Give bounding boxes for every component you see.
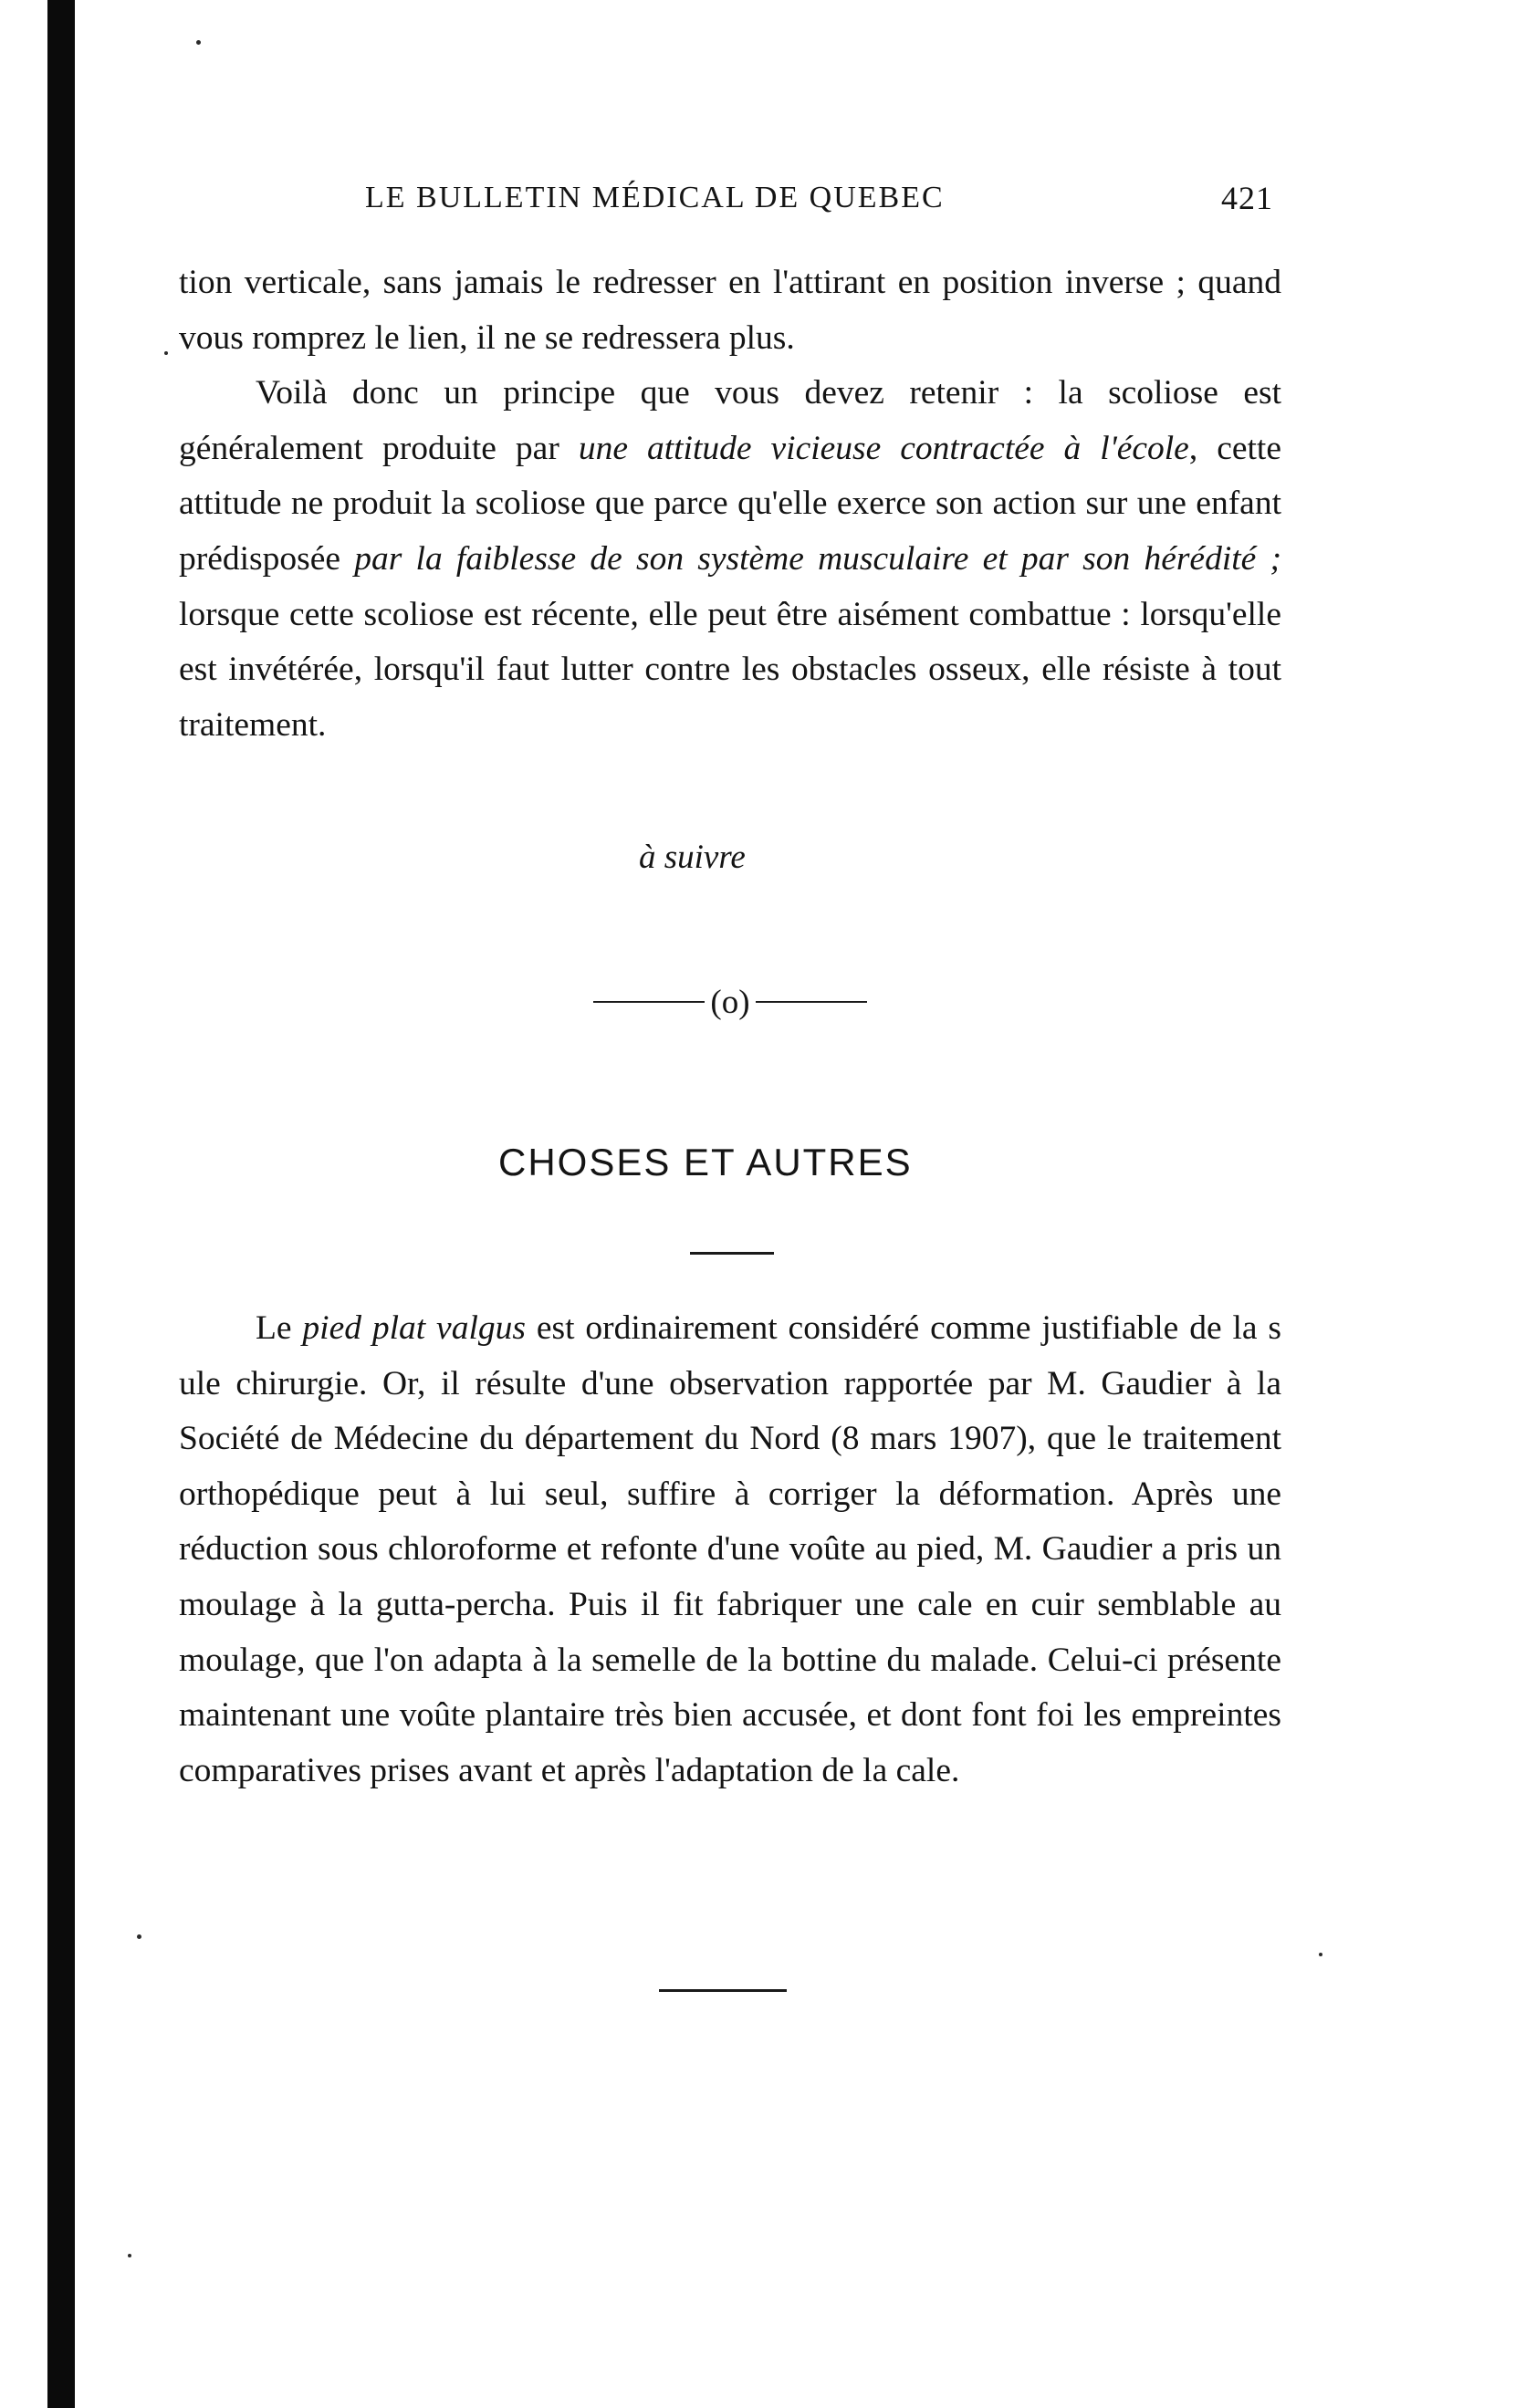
italic-run: par la faiblesse de son système musculaire et par son hérédité ; [354,539,1281,578]
separator-mark: (o) [710,983,750,1021]
paragraph [179,366,1281,753]
running-head: LE BULLETIN MÉDICAL DE QUEBEC [365,181,945,214]
continued-label: à suivre [639,839,746,876]
separator-dash-left [593,1001,705,1003]
section-title: CHOSES ET AUTRES [498,1141,913,1183]
scan-speck [1319,1953,1322,1956]
scan-speck [137,1934,141,1939]
paragraph [179,255,1281,366]
paragraph [179,1301,1281,1798]
page-number: 421 [1221,180,1273,216]
separator-dash-right [756,1001,867,1003]
text-run: Voilà donc un principe que vous devez retenir : la scoliose est généralement produite par [179,374,1281,467]
title-rule [690,1252,774,1255]
text-run: lorsque cette scoliose est récente, elle peut être aisément combattue : lorsqu'elle est invétérée, lorsqu'il faut lutter contre les obstacles osseux, elle résiste à tout traitement. [179,595,1281,744]
italic-run: une attitude vicieuse contractée à l'école [578,429,1189,467]
text-run: Le [256,1309,303,1347]
end-rule [659,1989,787,1992]
section-separator [584,975,876,1029]
section-body [179,1301,1281,1798]
binding-edge [47,0,75,2408]
scan-speck [196,40,201,45]
scan-speck [164,351,168,355]
italic-run: pied plat valgus [302,1309,526,1347]
article-continuation [179,255,1281,753]
scan-speck [128,2254,131,2257]
text-run: tion verticale, sans jamais le redresser en l'attirant en position inverse ; quand vous romprez le lien, il ne se redressera plus. [179,264,1281,357]
text-run: est ordinairement considéré comme justifiable de la s ule chirurgie. Or, il résulte d'une observation rapportée par M. Gaudier à la Société de Médecine du département du Nord (8 mars 1907), que le traitement orthopédique peut à lui seul, suffire à corriger la déformation. Après une réduction sous chloroforme et refonte d'une voûte au pied, M. Gaudier a pris un moulage à la gutta-percha. Puis il fit fabriquer une cale en cuir semblable au moulage, que l'on adapta à la semelle de la bottine du malade. Celui-ci présente maintenant une voûte plantaire très bien accusée, et dont font foi les empreintes comparatives prises avant et après l'adaptation de la cale. [179,1309,1281,1789]
text-run: , cette attitude ne produit la scoliose que parce qu'elle exerce son action sur une enfant prédisposée [179,429,1281,578]
